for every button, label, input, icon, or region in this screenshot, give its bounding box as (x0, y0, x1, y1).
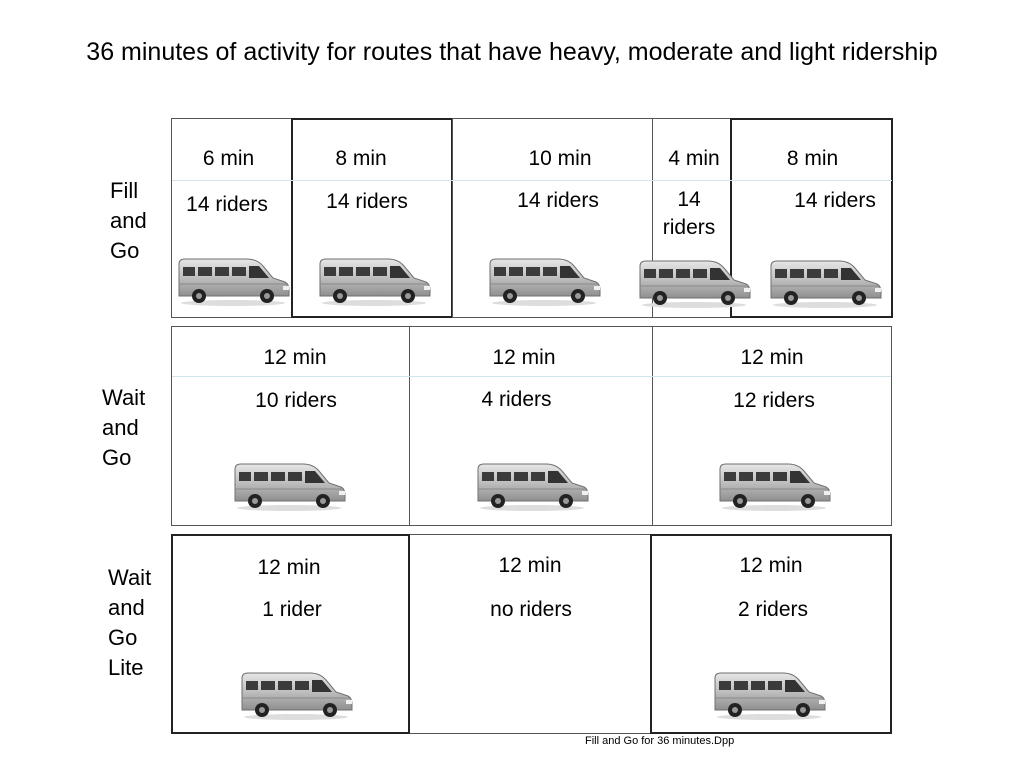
minibus-icon (238, 668, 354, 720)
minibus-icon (175, 254, 291, 306)
minibus-icon (474, 459, 590, 511)
fill-and-go-riders-4: 14 riders (662, 188, 716, 239)
wait-and-go-lite-time-1: 12 min (257, 556, 321, 579)
minibus-icon (316, 254, 432, 306)
wait-and-go-riders-1: 10 riders (255, 389, 337, 412)
wait-and-go-lite-riders-1: 1 rider (262, 598, 322, 621)
minibus-icon (711, 668, 827, 720)
minibus-icon (486, 254, 602, 306)
fill-and-go-time-4: 4 min (668, 147, 720, 170)
wait-and-go-lite-time-3: 12 min (739, 554, 803, 577)
wait-and-go-lite-time-2: 12 min (498, 554, 562, 577)
minibus-icon (636, 256, 752, 308)
fill-and-go-time-2: 8 min (335, 147, 387, 170)
fill-and-go-riders-3: 14 riders (517, 189, 599, 212)
wait-and-go-lite-riders-3: 2 riders (737, 598, 809, 621)
minibus-icon (716, 459, 832, 511)
minibus-icon (767, 256, 883, 308)
wait-and-go-time-2: 12 min (492, 346, 556, 369)
wait-and-go-time-3: 12 min (740, 346, 804, 369)
fill-and-go-time-3: 10 min (528, 147, 592, 170)
fill-and-go-riders-2: 14 riders (326, 190, 408, 213)
fill-and-go-riders-1: 14 riders (186, 193, 268, 216)
row-label-wait-and-go-lite: Wait and Go Lite (108, 565, 152, 680)
fill-and-go-riders-5: 14 riders (794, 189, 876, 212)
wait-and-go-divider-line (172, 376, 891, 377)
wait-and-go-riders-3: 12 riders (733, 389, 815, 412)
row-label-wait-and-go: Wait and Go (102, 385, 146, 470)
row-label-fill-and-go: Fill and Go (110, 178, 147, 263)
fill-and-go-time-5: 8 min (786, 147, 839, 170)
minibus-icon (231, 459, 347, 511)
fill-and-go-time-1: 6 min (202, 147, 255, 170)
footer-caption: Fill and Go for 36 minutes.Dpp (585, 735, 735, 747)
wait-and-go-time-1: 12 min (263, 346, 327, 369)
page-title: 36 minutes of activity for routes that have heavy, moderate and light ridership (86, 38, 938, 66)
wait-and-go-lite-riders-2: no riders (490, 598, 572, 621)
wait-and-go-riders-2: 4 riders (481, 388, 552, 411)
fill-and-go-divider-line (172, 180, 892, 181)
